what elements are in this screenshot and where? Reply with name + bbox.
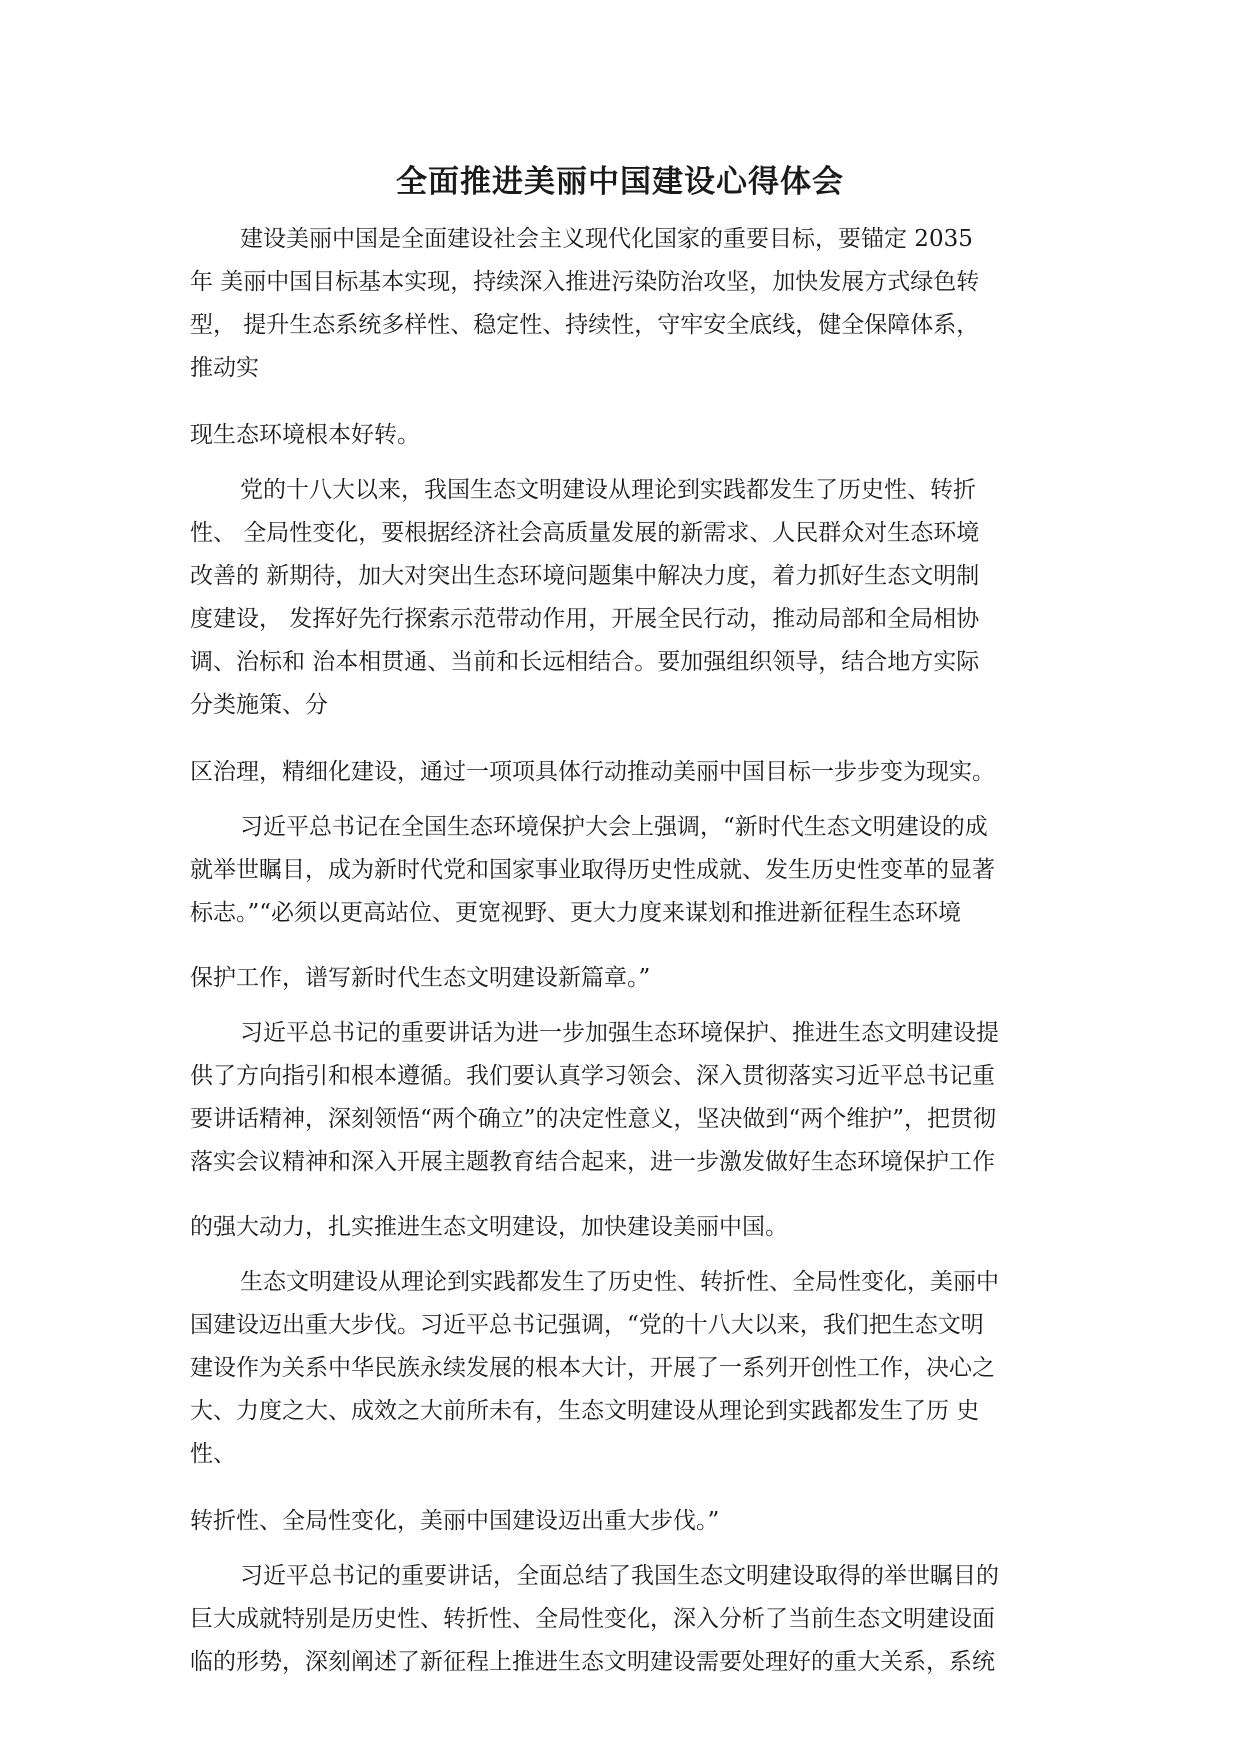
text-line: 型， 提升生态系统多样性、稳定性、持续性，守牢安全底线，健全保障体系，: [190, 312, 980, 338]
text-line: 建设作为关系中华民族永续发展的根本大计，开展了一系列开创性工作，决心之: [190, 1355, 995, 1381]
paragraph-gap: [190, 1543, 1070, 1555]
paragraph-gap: [190, 1476, 1070, 1500]
text-line: 年 美丽中国目标基本实现，持续深入推进污染防治攻坚，加快发展方式绿色转: [190, 269, 980, 295]
paragraph-gap: [190, 1000, 1070, 1012]
text-line: 保护工作，谱写新时代生态文明建设新篇章。”: [190, 965, 651, 991]
text-line: 现生态环境根本好转。: [190, 422, 420, 448]
text-line: 习近平总书记的重要讲话，全面总结了我国生态文明建设取得的举世瞩目的: [240, 1563, 999, 1589]
paragraph-gap: [190, 457, 1070, 469]
text-line: 改善的 新期待，加大对突出生态环境问题集中解决力度，着力抓好生态文明制: [190, 563, 980, 589]
text-line: 调、治标和 治本相贯通、当前和长远相结合。要加强组织领导，结合地方实际: [190, 649, 980, 675]
text-line: 临的形势，深刻阐述了新征程上推进生态文明建设需要处理好的重大关系，系统: [190, 1649, 995, 1675]
paragraph-gap: [190, 1249, 1070, 1261]
paragraph-gap: [190, 794, 1070, 806]
document-body: [190, 218, 1070, 1684]
text-line: 建设美丽中国是全面建设社会主义现代化国家的重要目标，要锚定 2035: [240, 226, 973, 252]
text-line: 推动实: [190, 355, 259, 381]
text-line: 习近平总书记的重要讲话为进一步加强生态环境保护、推进生态文明建设提: [240, 1020, 999, 1046]
paragraph-gap: [190, 727, 1070, 751]
text-line: 性、 全局性变化，要根据经济社会高质量发展的新需求、人民群众对生态环境: [190, 520, 980, 546]
text-line: 大、力度之大、成效之大前所未有，生态文明建设从理论到实践都发生了历 史: [190, 1398, 980, 1424]
text-line: 习近平总书记在全国生态环境保护大会上强调，“新时代生态文明建设的成: [240, 814, 988, 840]
text-line: 区治理，精细化建设，通过一项项具体行动推动美丽中国目标一步步变为现实。: [190, 759, 995, 785]
text-line: 落实会议精神和深入开展主题教育结合起来，进一步激发做好生态环境保护工作: [190, 1149, 995, 1175]
text-line: 转折性、全局性变化，美丽中国建设迈出重大步伐。”: [190, 1508, 720, 1534]
text-line: 供了方向指引和根本遵循。我们要认真学习领会、深入贯彻落实习近平总书记重: [190, 1063, 995, 1089]
paragraph-gap: [190, 1184, 1070, 1206]
paragraph-gap: [190, 935, 1070, 957]
text-line: 国建设迈出重大步伐。习近平总书记强调，“党的十八大以来，我们把生态文明: [190, 1312, 984, 1338]
text-line: 党的十八大以来，我国生态文明建设从理论到实践都发生了历史性、转折: [240, 477, 976, 503]
text-line: 就举世瞩目，成为新时代党和国家事业取得历史性成就、发生历史性变革的显著: [190, 857, 995, 883]
text-line: 巨大成就特别是历史性、转折性、全局性变化，深入分析了当前生态文明建设面: [190, 1606, 995, 1632]
text-line: 的强大动力，扎实推进生态文明建设，加快建设美丽中国。: [190, 1214, 788, 1240]
text-line: 标志。”“必须以更高站位、更宽视野、更大力度来谋划和推进新征程生态环境: [190, 900, 962, 926]
paragraph-gap: [190, 390, 1070, 414]
text-line: 生态文明建设从理论到实践都发生了历史性、转折性、全局性变化，美丽中: [240, 1269, 999, 1295]
text-line: 度建设， 发挥好先行探索示范带动作用，开展全民行动，推动局部和全局相协: [190, 606, 980, 632]
document-title: 全面推进美丽中国建设心得体会: [396, 164, 844, 200]
text-line: 性、: [190, 1441, 236, 1467]
text-line: 分类施策、分: [190, 692, 328, 718]
text-line: 要讲话精神，深刻领悟“两个确立”的决定性意义，坚决做到“两个维护”，把贯彻: [190, 1106, 997, 1132]
